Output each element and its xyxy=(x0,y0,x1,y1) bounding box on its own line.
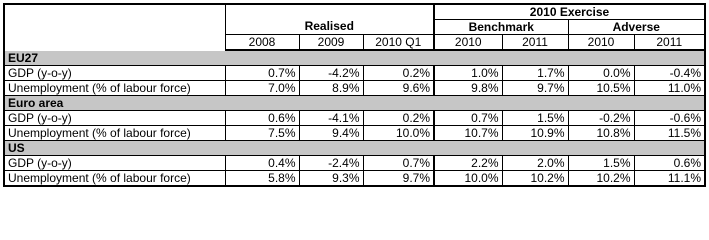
cell-adverse-2010: 0.0% xyxy=(568,66,634,81)
cell-adverse-2011: -0.4% xyxy=(634,66,705,81)
cell-2008: 0.6% xyxy=(225,111,299,126)
cell-2009: 9.4% xyxy=(299,126,363,141)
section-row xyxy=(4,141,705,156)
header-year-2009: 2009 xyxy=(299,35,363,51)
cell-adverse-2011: 0.6% xyxy=(634,156,705,171)
cell-2010q1: 0.2% xyxy=(363,66,434,81)
cell-2010q1: 10.0% xyxy=(363,126,434,141)
header-benchmark-2010: 2010 xyxy=(434,35,502,51)
row-label: Unemployment (% of labour force) xyxy=(4,171,225,187)
cell-benchmark-2011: 1.5% xyxy=(502,111,568,126)
section-row xyxy=(4,50,705,66)
cell-benchmark-2010: 1.0% xyxy=(434,66,502,81)
cell-benchmark-2010: 10.7% xyxy=(434,126,502,141)
table-row xyxy=(4,111,705,126)
cell-benchmark-2011: 10.2% xyxy=(502,171,568,187)
header-adverse-2011: 2011 xyxy=(634,35,705,51)
cell-2010q1: 9.7% xyxy=(363,171,434,187)
header-realised: Realised xyxy=(225,20,434,35)
section-title: Euro area xyxy=(4,96,705,111)
row-label: GDP (y-o-y) xyxy=(4,156,225,171)
row-label: Unemployment (% of labour force) xyxy=(4,126,225,141)
cell-adverse-2010: 10.5% xyxy=(568,81,634,96)
section-row xyxy=(4,96,705,111)
table-row xyxy=(4,81,705,96)
row-label: GDP (y-o-y) xyxy=(4,111,225,126)
cell-benchmark-2011: 10.9% xyxy=(502,126,568,141)
cell-benchmark-2010: 0.7% xyxy=(434,111,502,126)
table-row xyxy=(4,156,705,171)
cell-benchmark-2010: 2.2% xyxy=(434,156,502,171)
cell-2009: -4.2% xyxy=(299,66,363,81)
table-row xyxy=(4,66,705,81)
cell-benchmark-2011: 2.0% xyxy=(502,156,568,171)
cell-adverse-2011: 11.5% xyxy=(634,126,705,141)
cell-benchmark-2010: 10.0% xyxy=(434,171,502,187)
cell-adverse-2011: 11.0% xyxy=(634,81,705,96)
table-body xyxy=(4,50,705,186)
macro-scenario-table xyxy=(3,3,706,187)
cell-adverse-2010: 1.5% xyxy=(568,156,634,171)
cell-2008: 0.7% xyxy=(225,66,299,81)
table-row xyxy=(4,126,705,141)
cell-adverse-2010: 10.8% xyxy=(568,126,634,141)
header-realised-spacer xyxy=(225,4,434,20)
header-row-groups xyxy=(4,4,705,20)
cell-2009: -2.4% xyxy=(299,156,363,171)
row-label: Unemployment (% of labour force) xyxy=(4,81,225,96)
cell-adverse-2010: 10.2% xyxy=(568,171,634,187)
cell-2010q1: 0.7% xyxy=(363,156,434,171)
cell-benchmark-2010: 9.8% xyxy=(434,81,502,96)
row-label: GDP (y-o-y) xyxy=(4,66,225,81)
cell-2008: 7.0% xyxy=(225,81,299,96)
section-title: EU27 xyxy=(4,50,705,66)
section-title: US xyxy=(4,141,705,156)
cell-adverse-2010: -0.2% xyxy=(568,111,634,126)
cell-2008: 7.5% xyxy=(225,126,299,141)
cell-2010q1: 9.6% xyxy=(363,81,434,96)
header-benchmark-2011: 2011 xyxy=(502,35,568,51)
cell-2008: 5.8% xyxy=(225,171,299,187)
cell-adverse-2011: -0.6% xyxy=(634,111,705,126)
cell-benchmark-2011: 1.7% xyxy=(502,66,568,81)
table-row xyxy=(4,171,705,187)
macro-scenario-table-container xyxy=(3,3,706,187)
table-header xyxy=(4,4,705,50)
header-adverse: Adverse xyxy=(568,20,705,35)
header-2010-exercise: 2010 Exercise xyxy=(434,4,705,20)
cell-adverse-2011: 11.1% xyxy=(634,171,705,187)
cell-2009: 9.3% xyxy=(299,171,363,187)
cell-2010q1: 0.2% xyxy=(363,111,434,126)
cell-2009: -4.1% xyxy=(299,111,363,126)
cell-2008: 0.4% xyxy=(225,156,299,171)
header-adverse-2010: 2010 xyxy=(568,35,634,51)
cell-2009: 8.9% xyxy=(299,81,363,96)
header-year-2008: 2008 xyxy=(225,35,299,51)
cell-benchmark-2011: 9.7% xyxy=(502,81,568,96)
header-benchmark: Benchmark xyxy=(434,20,568,35)
header-corner-cell xyxy=(4,4,225,50)
header-year-2010q1: 2010 Q1 xyxy=(363,35,434,51)
